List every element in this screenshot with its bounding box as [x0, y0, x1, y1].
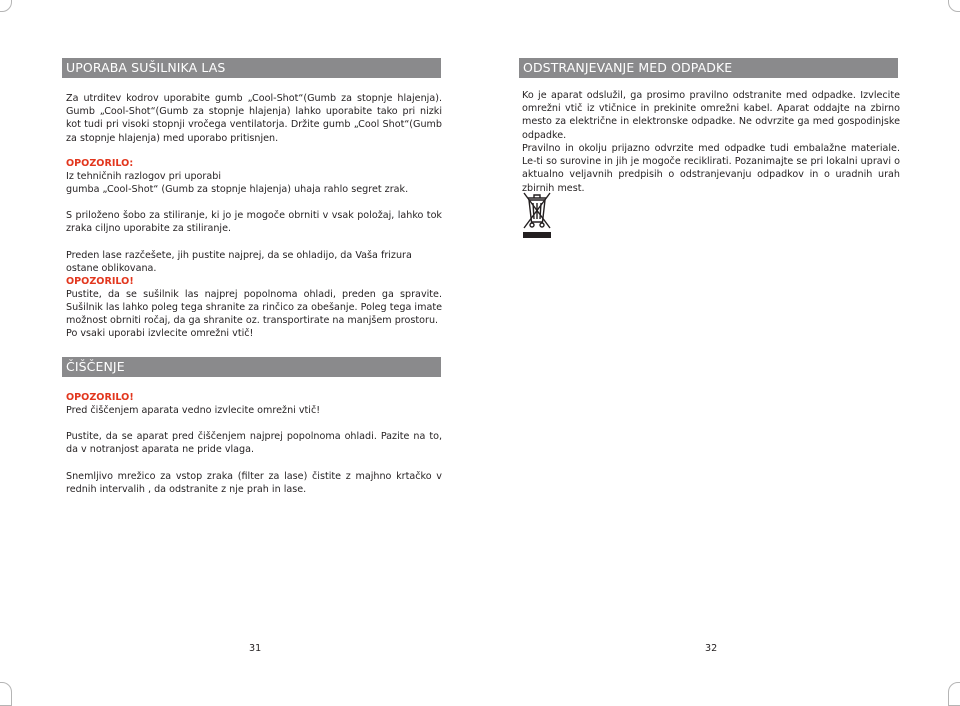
warning-3-title: OPOZORILO! — [66, 392, 134, 403]
crop-mark-bottom-right — [948, 682, 960, 706]
page-number-left: 31 — [249, 643, 262, 654]
usage-paragraph-3: Preden lase razčešete, jih pustite najprej, da se ohladijo, da Vaša frizura ostane oblikovana. — [66, 250, 412, 275]
warning-1-title: OPOZORILO: — [66, 158, 134, 169]
usage-heading: UPORABA SUŠILNIKA LAS — [62, 58, 441, 78]
crop-mark-top-right — [948, 0, 960, 12]
crossed-out-wheelie-bin-icon — [521, 190, 553, 240]
warning-1-line-1: Iz tehničnih razlogov pri uporabi — [66, 171, 222, 182]
crop-mark-top-left — [0, 0, 12, 12]
cleaning-paragraph-2: Snemljivo mrežico za vstop zraka (filter za lase) čistite z majhno krtačko v rednih intervalih , da odstranite z nje prah in lase. — [66, 471, 442, 496]
warning-2-title: OPOZORILO! — [66, 276, 134, 287]
crop-mark-bottom-left — [0, 682, 12, 706]
disposal-paragraph-1: Ko je aparat odslužil, ga prosimo pravilno odstranite med odpadke. Izvlecite omrežni vtič iz vtičnice in prekinite omrežni kabel. Aparat oddajte na zbirno mesto za električne in elektronske odpadke. Ne odvrzite ga med gospodinjske odpadke. — [522, 90, 900, 141]
page-number-right: 32 — [705, 643, 718, 654]
usage-paragraph-2: S priloženo šobo za stiliranje, ki jo je mogoče obrniti v vsak položaj, lahko tok zraka ciljno uporabite za stiliranje. — [66, 210, 442, 235]
disposal-paragraph-2: Pravilno in okolju prijazno odvrzite med odpadke tudi embalažne materiale. Le-ti so surovine in jih je mogoče reciklirati. Pozanimajte se pri lokalni upravi o aktualno veljavnih predpisih o odstranjevanju odpadkov in o uradnih urah zbirnih mest. — [522, 143, 900, 194]
warning-2-text: Pustite, da se sušilnik las najprej popolnoma ohladi, preden ga spravite. Sušilnik las lahko poleg tega shranite za rinčico za obešanje. Poleg tega imate možnost obrniti ročaj, da ga shranite oz. transportirate na manjšem prostoru. — [66, 289, 442, 327]
warning-3-text: Pred čiščenjem aparata vedno izvlecite omrežni vtič! — [66, 405, 321, 416]
cleaning-heading: ČIŠČENJE — [62, 357, 441, 377]
disposal-heading: ODSTRANJEVANJE MED ODPADKE — [519, 58, 898, 78]
warning-1-line-2: gumba „Cool-Shot“ (Gumb za stopnje hlajenja) uhaja rahlo segret zrak. — [66, 184, 409, 195]
warning-2-last-line: Po vsaki uporabi izvlecite omrežni vtič! — [66, 328, 254, 339]
cleaning-paragraph-1: Pustite, da se aparat pred čiščenjem najprej popolnoma ohladi. Pazite na to, da v notranjost aparata ne pride vlaga. — [66, 431, 442, 456]
usage-paragraph-1: Za utrditev kodrov uporabite gumb „Cool-Shot“(Gumb za stopnje hlajenja). Gumb „Cool-Shot“(Gumb za stopnje hlajenja) lahko uporabite tako pri nizki kot tudi pri visoki stopnji vročega ventilatorja. Držite gumb „Cool Shot“(Gumb za stopnje hlajenja) med uporabo pritisnjen. — [66, 93, 442, 144]
